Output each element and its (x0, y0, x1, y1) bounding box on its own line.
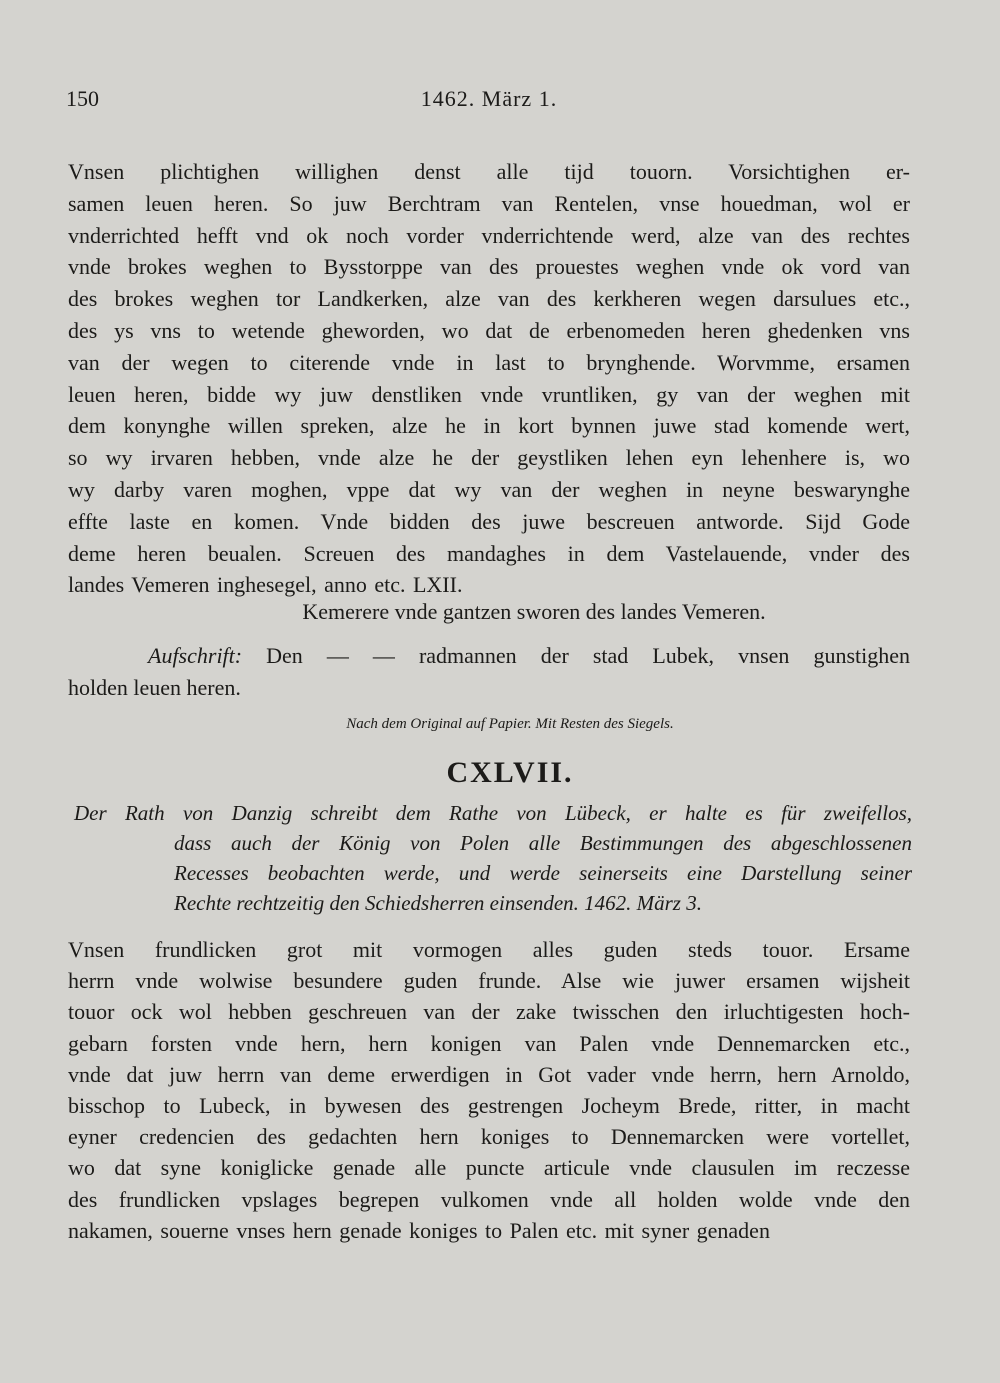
regest-line: Recesses beobachten werde, und werde seinerseits eine Darstellung seiner (174, 861, 912, 885)
text-line: Vnsen plichtighen willighen denst alle tijd touorn. Vorsichtighen er- (68, 159, 910, 184)
text-line: vnderrichted hefft vnd ok noch vorder vnderrichtende werd, alze van des rechtes (68, 222, 910, 248)
text-line: des frundlicken vpslages begrepen vulkomen vnde all holden wolde vnde den (68, 1186, 910, 1212)
text-line: samen leuen heren. So juw Berchtram van Rentelen, vnse houedman, wol er (68, 190, 910, 216)
text-line: des ys vns to wetende gheworden, wo dat de erbenomeden heren ghedenken vns (68, 318, 910, 343)
letter1-signoff: Kemerere vnde gantzen sworen des landes Vemeren. (302, 599, 766, 624)
text-line: vnde brokes weghen to Bysstorppe van des prouestes weghen vnde ok vord van (68, 254, 910, 280)
text-line: dem konynghe willen spreken, alze he in kort bynnen juwe stad komende wert, (68, 413, 910, 439)
regest (74, 798, 912, 918)
text-line: effte laste en komen. Vnde bidden des juwe bescreuen antworde. Sijd Gode (68, 508, 910, 534)
address-line-1: Den — — radmannen der stad Lubek, vnsen gunstighen (266, 643, 910, 668)
text-line: wo dat syne koniglicke genade alle puncte articule vnde clausulen im reczesse (68, 1155, 910, 1181)
regest-line: dass auch der König von Polen alle Bestimmungen des abgeschlossenen (174, 831, 912, 855)
text-line: vnde dat juw herrn van deme erwerdigen in Got vader vnde herrn, hern Arnoldo, (68, 1061, 910, 1087)
address-label: Aufschrift: (148, 643, 243, 668)
text-line: eyner credencien des gedachten hern koniges to Dennemarcken were vortellet, (68, 1124, 910, 1150)
text-line: gebarn forsten vnde hern, hern konigen van Palen vnde Dennemarcken etc., (68, 1030, 910, 1056)
text-line: van der wegen to citerende vnde in last to brynghende. Worvmme, ersamen (68, 349, 910, 375)
letter1-address (68, 640, 910, 704)
text-line: nakamen, souerne vnses hern genade koniges to Palen etc. mit syner genaden (68, 1217, 770, 1243)
source-note: Nach dem Original auf Papier. Mit Resten des Siegels. (346, 716, 674, 732)
text-line: deme heren beualen. Screuen des mandaghes in dem Vastelauende, vnder des (68, 540, 910, 566)
text-line: leuen heren, bidde wy juw denstliken vnde vruntliken, gy van der weghen mit (68, 381, 910, 407)
text-line: landes Vemeren inghesegel, anno etc. LXII. (68, 572, 463, 598)
text-line: touor ock wol hebben geschreuen van der zake twisschen den irluchtigesten hoch- (68, 999, 910, 1025)
document-number: CXLVII. (446, 756, 574, 789)
text-line: herrn vnde wolwise besundere guden frunde. Alse wie juwer ersamen wijsheit (68, 968, 910, 994)
text-line: bisschop to Lubeck, in bywesen des gestrengen Jocheym Brede, ritter, in macht (68, 1093, 910, 1118)
regest-line: Der Rath von Danzig schreibt dem Rathe von Lübeck, er halte es für zweifellos, (74, 801, 912, 825)
address-line-2: holden leuen heren. (68, 675, 241, 700)
page-number: 150 (66, 86, 99, 111)
running-head: 1462. März 1. (420, 86, 558, 111)
regest-line: Rechte rechtzeitig den Schiedsherren einsenden. 1462. März 3. (174, 891, 702, 915)
text-line: wy darby varen moghen, vppe dat wy van der weghen in neyne beswarynghe (68, 477, 910, 502)
text-line: Vnsen frundlicken grot mit vormogen alles guden steds touor. Ersame (68, 937, 910, 962)
page-header (66, 86, 912, 118)
text-line: so wy irvaren hebben, vnde alze he der geystliken lehen eyn lehenhere is, wo (68, 445, 910, 471)
text-line: des brokes weghen tor Landkerken, alze van des kerkheren wegen darsulues etc., (68, 286, 910, 312)
